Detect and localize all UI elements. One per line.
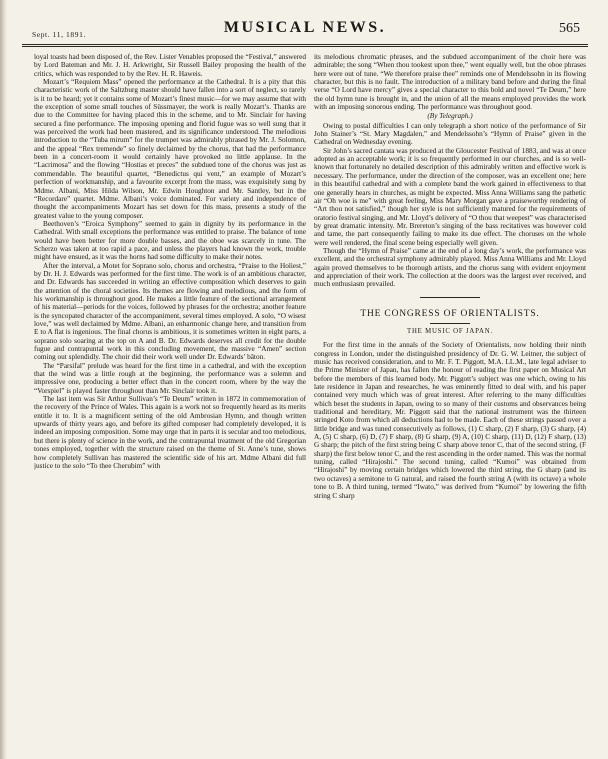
right-column (314, 53, 586, 500)
page-gutter-shadow (0, 0, 7, 759)
header-title: MUSICAL NEWS. (223, 19, 387, 36)
left-column (34, 53, 306, 470)
header-page-number: 565 (559, 21, 580, 36)
paragraph: For the first time in the annals of the Society of Orientalists, now holding their ninth congress in London, under the distinguished presidency of Dr. G. W. Leitner, the subject of music has received consideration, and to Mr. F. T. Piggott, M.A. LL.M., late legal adviser to the Prime Minister of Japan, has fallen the honour of reading the first paper on Musical Art before the members of this learned body. Mr. Piggott’s subject was one which, owing to his late residence in Japan and researches, he was eminently fitted to deal with, and his paper contained very much which was of great interest. After referring to the many difficulties which beset the students in Japan, owing to so many of their customs and observances being traditional and hereditary, Mr. Piggott said that the national instrument was the thirteen stringed Koto from which all deductions had to be made. Each of these strings passed over a little bridge and was tuned consecutively as follows, (1) C sharp, (2) F sharp, (3) G sharp, (4) A, (5) C sharp, (6) D, (7) F sharp, (8) G sharp, (9) A, (10) C sharp, (11) D, (12) F sharp, (13) G sharp; the pitch of the first string being C sharp above tenor C, that of the second string, (F sharp) the first below tenor C, and the rest ascending in the order named. This was the normal tuning, called “Hirajoshi.” The second tuning, called “Kumoi” was obtained from “Hirajoshi” by moving certain bridges which lowered the third string, the G sharp (and its two octaves) a semitone to G natural, and raised the fourth string A (with its octave) a whole tone to B. A third tuning, termed “Iwato,” was derived from “Kumoi” by lowering the fifth string C sharp (314, 341, 586, 500)
subsection-title: THE MUSIC OF JAPAN. (407, 327, 493, 335)
byline: (By Telegraph.) (427, 112, 473, 121)
paragraph: its melodious chromatic phrases, and the subdued accompaniment of the choir here was admirable; the song “When thou tookest upon thee,” went equally well, but the oboe phrases here were out of tune. “We therefore praise thee” reminds one of Mendelssohn in its flowing character, but this is no fault. The introduction of a military band before and during the final verse “O Lord have mercy” gives a special character to this bold and novel “Te Deum,” here the old hymn tune is brought in, and the union of all the means employed provides the work with an imposing sonorous ending. The performance was throughout good. (314, 53, 586, 112)
paragraph: Beethoven’s “Eroica Symphony” seemed to gain in dignity by its performance in the Cathedral. With small exceptions the performance was entitled to praise. The balance of tone would have been better for more double basses, and the oboe was scarcely in tune. The Scherzo was taken at too rapid a pace, and unless the players had known the work, trouble might have ensued, as it was the horns had some difficulty to make their notes. (34, 219, 306, 262)
subsection-divider (430, 323, 470, 324)
paragraph: Mozart’s “Requiem Mass” opened the performance at the Cathedral. It is a pity that this characteristic work of the Saltzburg master should have fallen into a sort of neglect, so rarely is it to be heard; yet it contains some of Mozart’s finest music—for we may assume that with the exception of some small touches of Süssmayer, the work is really Mozart’s. Thanks are due to the Committee for having placed this in the scheme, and to Mr. Sinclair for having secured a fine performance. The imposing opening and florid fugue was so well sung that it was perceived the work had been mastered, and its significance understood. The melodious introduction to the “Tuba mirum” for the trumpet was admirably phrased by Mr. J. Solomon, and the appeal “Rex tremende” so finely declaimed by the chorus, that had the performance been in a concert-room it would certainly have provoked no little applause. In the “Lacrimosa” and the flowing “Hostias et preces” the subdued tone of the chorus was just as commendable. The beautiful quartet, “Benedictus qui vent,” an example of Mozart’s perfection of workmanship, and a favourite excerpt from the mass, was exquisitely sung by Mdme. Albani, Miss Hilda Wilson, Mr. Edwin Houghton and Mr. Santley, but in the “Recordare” quartet. Mdme. Albani’s voice dominated. For variety and independence of thought the accompaniments Mozart has set down for this mass, presents a study of the greatest value to the young composer. (34, 78, 306, 220)
paragraph: The “Parsifal” prelude was heard for the first time in a cathedral, and with the exception that the wind was a little rough at the beginning, the performance was a solemn and impressive one, producing a better effect than in the concert room, where by the way the “Vorspiel” is played faster throughout than Mr. Sinclair took it. (34, 361, 306, 395)
paragraph: After the interval, a Motet for Soprano solo, chorus and orchestra, “Praise to the Holiest,” by Dr. H. J. Edwards was performed for the first time. The work is of an ambitious character, and Dr. Edwards has succeeded in writing an effective composition which deserves to gain the attention of the choral societies. Its themes are flowing and melodious, and the form of his workmanship is throughout good. He makes a little feature of the sectional arrangement of his material—periods for the voices, followed by phrases for the orchestra; another feature is the syncopated character of the accompaniment, several times employed. A solo, “O wisest love,” was well declaimed by Mdme. Albani, an enharmonic change here, and transition from E to A flat is ingenious. The final chorus is ambitious, it is sometimes written in eight parts, a soprano solo soaring at the top on A and B. Dr. Edwards deserves all credit for the double fugue and contrapuntal work in this concluding movement, the massive “Amen” section coming out splendidly. The choir did their work well under Dr. Edwards’ bâton. (34, 261, 306, 362)
paragraph: Though the “Hymn of Praise” came at the end of a long day’s work, the performance was excellent, and the orchestral symphony admirably played. Miss Anna Williams and Mr. Lloyd again proved themselves to be thorough artists, and the chorus sang with evident enjoyment and appreciation of their work. The collection at the doors was the largest ever received, and much enthusiasm prevailed. (314, 246, 586, 289)
paragraph: Owing to postal difficulties I can only telegraph a short notice of the performance of Sir John Stainer’s “St. Mary Magdalen,” and Mendelssohn’s “Hymn of Praise” given in the Cathedral on Wednesday evening. (314, 121, 586, 147)
paragraph: loyal toasts had been disposed of, the Rev. Lister Venables proposed the “Festival,” answered by Lord Bateman and Mr. J. H. Arkwright, Sir Russell Bailey proposing the health of the critics, which was responded to by the Rev. H. R. Haweis. (34, 53, 306, 78)
section-title: THE CONGRESS OF ORIENTALISTS. (360, 308, 540, 319)
header-date: Sept. 11, 1891. (32, 30, 86, 39)
paragraph: Sir John’s sacred cantata was produced at the Gloucester Festival of 1883, and was at once adopted as an acceptable work; it is so frequently performed in our churches, and is so well-known that fortunately no detailed description of this admirably written and effective work is necessary. The performance, under the direction of the composer, was an excellent one; here in this beautiful cathedral and with a complete band the work gained in effectiveness to that one generally hears in churches, as might be expected. Miss Anna Williams sang the pathetic air “Oh woe is me” with great feeling, Miss Mary Morgan gave a praiseworthy rendering of “Art thou not satisfied,” though her style is not sufficiently matured for the requirements of oratorio festival singing, and Mr. Lloyd’s delivery of “O thou that weepest” was characterised by great dramatic intensity. Mr. Brereton’s singing of the bass recitatives was however cold and tame, the part consequently failing to make its due effect. The choruses on the whole were well rendered, the final scene being especially well given. (314, 146, 586, 247)
page-header (22, 14, 588, 48)
paragraph: The last item was Sir Arthur Sullivan’s “Te Deum” written in 1872 in commemoration of the recovery of the Prince of Wales. This again is a work not so frequently heard as its merits entitle it to. It is a magnificent setting of the old Ambrosian Hymn, and though written upwards of thirty years ago, and before its gifted composer had completely developed, it is indeed an imposing composition. Some may urge that in parts it is secular and too melodious, but there is plenty of science in the work, and the contrapuntal treatment of the old Gregorian tones employed, together with the structure raised on the theme of St. Anne’s tune, shows how completely Sullivan has mastered the scientific side of his art. Mdme Albani did full justice to the solo “To thee Cherubim” with (34, 395, 306, 470)
section-divider (420, 297, 480, 298)
header-rule (22, 44, 588, 47)
